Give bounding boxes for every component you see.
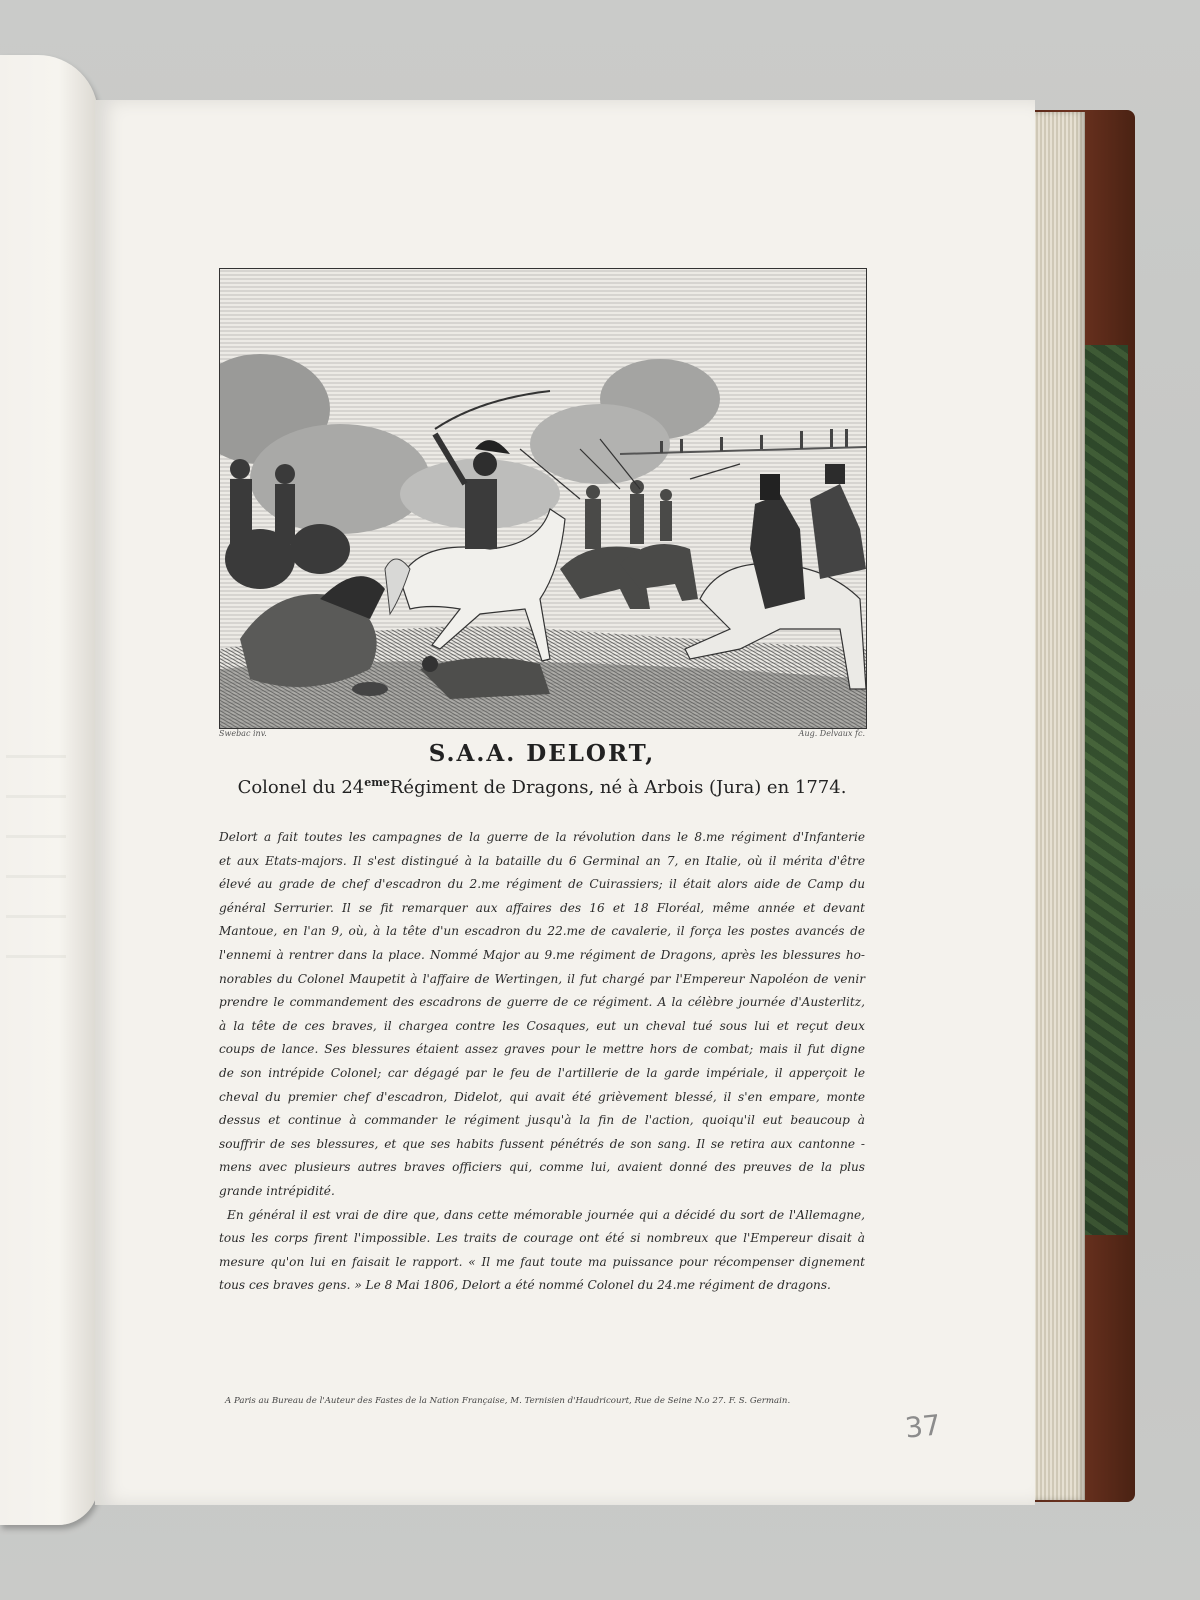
marbled-board <box>1082 345 1128 1235</box>
engraving-credit-left: Swebac inv. <box>219 729 267 738</box>
text-line: élevé au grade de chef d'escadron du 2.me régiment de Cuirassiers; il était alors aide de Camp du <box>219 877 865 892</box>
text-line: Mantoue, en l'an 9, où, à la tête d'un escadron du 22.me de cavalerie, il força les postes avancés de <box>219 924 865 939</box>
text-line: souffrir de ses blessures, et que ses habits fussent pénétrés de son sang. Il se retira aux cantonne - <box>219 1136 865 1151</box>
plate-title: S.A.A. DELORT, <box>428 740 656 767</box>
subtitle-prefix: Colonel du 24 <box>237 777 365 798</box>
text-line: de son intrépide Colonel; car dégagé par le feu de l'artillerie de la garde impériale, il apperçoit le <box>219 1065 865 1080</box>
biography-text <box>219 826 865 1298</box>
text-line: Delort a fait toutes les campagnes de la guerre de la révolution dans le 8.me régiment d'Infanterie <box>219 830 865 844</box>
text-line: prendre le commandement des escadrons de guerre de ce régiment. A la célèbre journée d'Austerlitz, <box>219 995 865 1010</box>
text-line: mesure qu'on lui en faisait le rapport. « Il me faut toute ma puissance pour récompenser dignement <box>219 1254 865 1269</box>
text-line: dessus et continue à commander le régiment jusqu'à la fin de l'action, quoiqu'il eut beaucoup à <box>219 1113 865 1128</box>
text-line: à la tête de ces braves, il chargea contre les Cosaques, eut un cheval tué sous lui et reçut deux <box>219 1018 865 1033</box>
text-line: coups de lance. Ses blessures étaient assez graves pour le mettre hors de combat; mais il fut digne <box>219 1042 865 1057</box>
page-block-edges <box>1030 112 1085 1500</box>
text-line: cheval du premier chef d'escadron, Didelot, qui avait été grièvement blessé, il s'en empare, monte <box>219 1089 865 1104</box>
text-line: tous ces braves gens. » Le 8 Mai 1806, Delort a été nommé Colonel du 24.me régiment de dragons. <box>219 1278 831 1293</box>
text-line: tous les corps firent l'impossible. Les traits de courage ont été si nombreux que l'Empereur disait à <box>219 1231 865 1246</box>
battle-scene-illustration <box>220 269 866 728</box>
book-page <box>95 100 1035 1505</box>
subtitle-suffix: Régiment de Dragons, né à Arbois (Jura) en 1774. <box>389 777 847 798</box>
text-line: En général il est vrai de dire que, dans cette mémorable journée qui a décidé du sort de l'Allemagne, <box>227 1207 865 1222</box>
pencil-annotation: 37 <box>903 1408 943 1445</box>
text-line: grande intrépidité. <box>219 1183 335 1198</box>
plate-subtitle <box>219 776 865 798</box>
subtitle-superscript: eme <box>364 776 390 789</box>
engraving-credit-right: Aug. Delvaux fc. <box>798 729 865 738</box>
engraving-plate <box>219 268 867 729</box>
text-line: général Serrurier. Il se fit remarquer aux affaires des 16 et 18 Floréal, même année et devant <box>219 900 865 915</box>
publisher-imprint: A Paris au Bureau de l'Auteur des Fastes de la Nation Française, M. Ternisien d'Haudricourt, Rue de Seine N.o 27. F. S. Germain. <box>225 1396 791 1406</box>
left-page-leaf <box>0 55 98 1525</box>
text-line: et aux Etats-majors. Il s'est distingué à la bataille du 6 Germinal an 7, en Italie, où il mérita d'être <box>219 853 865 868</box>
text-line: norables du Colonel Maupetit à l'affaire de Wertingen, il fut chargé par l'Empereur Napoléon de venir <box>219 971 865 986</box>
text-line: mens avec plusieurs autres braves officiers qui, comme lui, avaient donné des preuves de la plus <box>219 1160 865 1175</box>
text-line: l'ennemi à rentrer dans la place. Nommé Major au 9.me régiment de Dragons, après les blessures ho- <box>219 947 865 962</box>
